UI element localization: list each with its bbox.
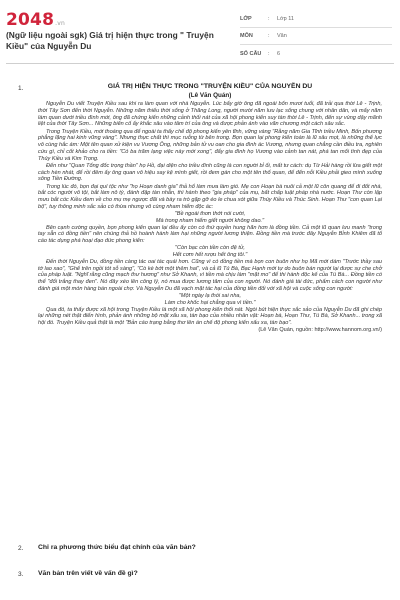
verse-line: Hết cơm hết rượu hết ông tôi." [172,252,248,258]
question-text: Chỉ ra phương thức biểu đạt chính của văn bản? [38,544,196,551]
passage-paragraph: Đến như "Quan Tổng đốc trọng thần" họ Hồ, đại diện cho triều đình cũng là con người bỉ ổi, mất tư cách: dụ Từ Hải hàng rồi lừa giết một cách hèn nhát, để rồi đêm ấy ông quan vô hiệu say kệ mình giết, rồi đem gán cho một tên thổ quan, để đến nỗi Kiều phải gieo mình xuống sông Tiền Đường. [38,162,382,183]
passage-paragraph: Trong lúc đó, bọn đại quí tộc như "họ Hoạn danh gia" thả hổ làm mưa làm gió. Mẹ con Hoạn bà nuôi cả một lũ côn quang để đi đốt nhà, bắt cóc người vô tội, bắt làm nô tỳ, đánh đập tàn nhẫn, thì hành theo "gia pháp" của mụ, bất chấp luật pháp nhà nước. Hoạn Thư còn lập mưu bắt cóc Kiều đem về cho mụ mẹ ngược đãi và bày ra trò gặp gỡ éo le chua xót giữa Thúy Kiều và Thúc Sinh. Hoạn Thư "con quan Lại bộ", tuy thông minh sắc sảo có thừa nhưng vô cùng nham hiểm độc ác: [38,183,382,210]
source-citation: (Lê Văn Quán, nguồn: http://www.hannom.org.vn/) [258,327,382,334]
passage-body [38,101,382,334]
meta-key: SỐ CÂU [240,50,262,57]
question-number: 2. [18,545,24,552]
verse-line: Mà trong nham hiểm giết người không dao." [155,217,265,224]
passage-paragraph: Nguyễn Du viết Truyện Kiều sau khi ra làm quan với nhà Nguyễn. Lúc bấy giờ ông đã ngoài bốn mươi tuổi, đã trải qua thời Lê - Trịnh, thời Tây Sơn đến thời Nguyễn. Những năm thiếu thời sống ở Thăng Long, người mười năm lưu lạc sống chung với nhân dân, và mấy năm làm quan dưới triều đình mới, ông đã chứng kiến những cảnh thối nát của xã hội phong kiến suy tàn thời Lê - Trịnh, đến sự vùng dậy mãnh liệt của thời Tây Sơn... Những biến cố ấy khắc sâu vào tâm trí của ông và được phản ánh vào văn chương một cách sâu sắc. [38,101,382,128]
header-divider [6,63,394,64]
verse-line: "Còn bạc còn tiền còn đệ tử, [175,245,245,252]
passage-paragraph: Qua đó, ta thấy được xã hội trong Truyện Kiều là một xã hội phong kiến thối nát. Ngòi bút hiện thực sắc sảo của Nguyễn Du đã ghi chép lại những nét thật điển hình, phản ánh những bộ mặt xấu xa, tàn bạo của nhiều nhân vật: Hoạn bà, Hoạn Thư, Tú Bà, Sở Khanh... trong xã hội đó. Truyện Kiều quả thật là một "Bản cáo trạng bằng thơ lên án chế độ phong kiến xấu xa, tàn bạo". [38,306,382,326]
question-number: 1. [18,85,24,92]
question-text: Văn bản trên viết về vấn đề gì? [38,570,138,577]
metadata-panel [240,11,392,62]
verse-line: "Một ngày lạ thói sai nha, [178,293,242,299]
question-number: 3. [18,571,24,578]
site-logo[interactable]: 2048.vn [6,10,65,30]
meta-row-subject: MÔN : Văn [240,28,392,45]
meta-value: Lớp 11 [277,16,294,22]
passage-paragraph: Đến thời Nguyễn Du, đồng tiền càng tác oai tác quái hơn. Cũng vì có đồng tiền mà bọn con buôn như họ Mã mới dám "Trước thầy sau tớ lao xao", "Ghế trên ngồi tót sỗ sàng", "Cò kè bớt một thêm hai", và cả lũ Tú Bà, Bạc Hạnh mới tự do buôn bán người lại được sự che chở của pháp luật. "Nghĩ rằng cũng mạch thư hương" như Sở Khanh, vì tiền mà chịu làm "mặt mo" để thi hành độc kế của Tú Bà... Đồng tiền có thể "đổi trắng thay đen". Nó đây xéo lên công lý, nó mua được lương tâm của con người. Nó đánh giá tài đức, phẩm cách con người như đánh giá một món hàng bán ngoài chợ. Và Nguyễn Du đã vạch mặt tác hại của đồng tiền đối với xã hội và cuộc sống con người: [38,258,382,292]
passage-paragraph: Bên cạnh cường quyền, bọn phong kiến quan lại đều ấy còn có thứ quyền hung hãn hơn là đồng tiền. Cả một lũ quan lưu manh "trong tay sẵn có đồng tiền" nên chúng thả hồ hoành hành làm hại những người lương thiện. Đồng tiền mà trước đây Nguyễn Bỉnh Khiêm đã tố cáo tác dụng phá hoại đạo đức phong kiến: [38,224,382,244]
meta-row-question-count: SỐ CÂU : 6 [240,45,392,62]
reading-passage [38,82,382,334]
meta-value: Văn [277,33,287,39]
passage-author: (Lê Văn Quán) [188,92,232,99]
passage-paragraph: Trong Truyện Kiều, mới thoáng qua để ngoài ta thấy chế độ phong kiến yên tĩnh, vững vàng "Rằng năm Gia Tĩnh triều Minh, Bốn phương phẳng lặng hai kinh vững vàng". Nhưng thực chất thì mục ruỗng từ bên trong. Bọn quan lại phong kiến toàn là lũ sâu mọt, là những thế lực vô cùng hắc ám: Một tên quan xử kiện vu Vương Ông, những bản tử vu oan cho gia đình ác Vương, nhưng quan chẳng cần điều tra, nghiên cứu gì, chỉ cốt khảo cho ra tiền: "Có ba trăm lạng việc này mới xong", đẩy gia đình họ Vương vào cảnh tan nát, phá tan mối tình đẹp của Thúy Kiều và Kim Trọng. [38,128,382,162]
passage-title: GIÁ TRỊ HIỆN THỰC TRONG "TRUYỆN KIỀU" CỦA NGUYỄN DU [107,83,313,90]
verse-line: "Bề ngoài thơn thớt nói cười, [174,211,246,217]
document-title: (Ngữ liệu ngoài sgk) Giá trị hiện thực trong " Truyện Kiều" của Nguyễn Du [6,30,214,51]
meta-key: LỚP [240,16,252,22]
meta-value: 6 [277,50,281,57]
meta-key: MÔN [240,33,253,39]
page-header [0,0,400,62]
meta-row-class: LỚP : Lớp 11 [240,11,392,28]
verse-line: Làm cho khốc hại chẳng qua vì tiền." [164,299,256,306]
